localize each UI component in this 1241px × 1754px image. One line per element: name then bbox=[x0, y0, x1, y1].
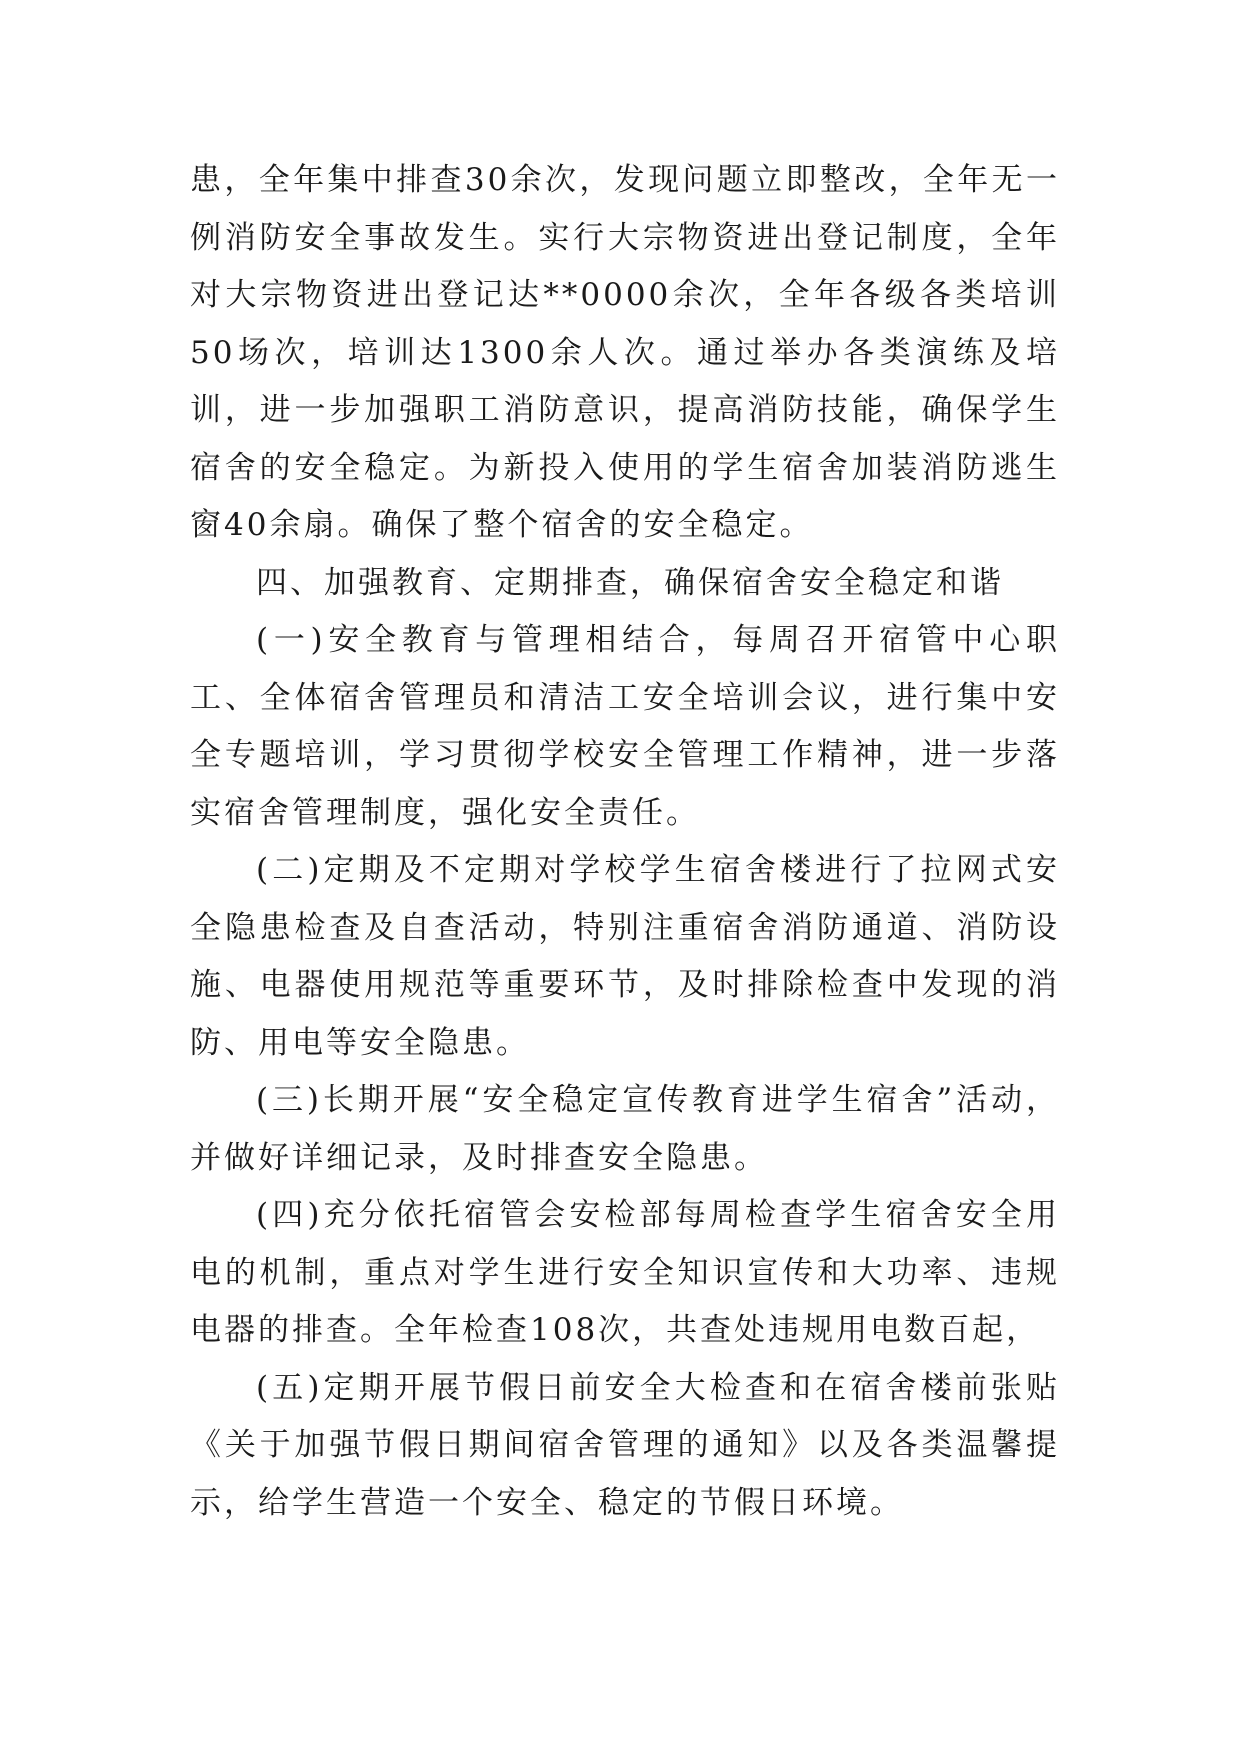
paragraph-continued: 患，全年集中排查30余次，发现问题立即整改，全年无一例消防安全事故发生。实行大宗物资进出登记制度，全年对大宗物资进出登记达**0000余次，全年各级各类培训50场次，培训达1300余人次。通过举办各类演练及培训，进一步加强职工消防意识，提高消防技能，确保学生宿舍的安全稳定。为新投入使用的学生宿舍加装消防逃生窗40余扇。确保了整个宿舍的安全稳定。 bbox=[190, 162, 1060, 543]
section-heading-four: 四、加强教育、定期排查，确保宿舍安全稳定和谐 bbox=[256, 564, 1004, 601]
document-body bbox=[190, 152, 1060, 1532]
paragraph-item-one: (一)安全教育与管理相结合，每周召开宿管中心职工、全体宿舍管理员和清洁工安全培训会议，进行集中安全专题培训，学习贯彻学校安全管理工作精神，进一步落实宿舍管理制度，强化安全责任。 bbox=[190, 622, 1060, 831]
paragraph-item-two: (二)定期及不定期对学校学生宿舍楼进行了拉网式安全隐患检查及自查活动，特别注重宿舍消防通道、消防设施、电器使用规范等重要环节，及时排除检查中发现的消防、用电等安全隐患。 bbox=[190, 852, 1060, 1061]
paragraph-item-three: (三)长期开展“安全稳定宣传教育进学生宿舍”活动，并做好详细记录，及时排查安全隐患。 bbox=[190, 1082, 1060, 1176]
paragraph-item-four: (四)充分依托宿管会安检部每周检查学生宿舍安全用电的机制，重点对学生进行安全知识宣传和大功率、违规电器的排查。全年检查108次，共查处违规用电数百起， bbox=[190, 1197, 1060, 1348]
paragraph-item-five: (五)定期开展节假日前安全大检查和在宿舍楼前张贴《关于加强节假日期间宿舍管理的通知》以及各类温馨提示，给学生营造一个安全、稳定的节假日环境。 bbox=[190, 1369, 1060, 1521]
